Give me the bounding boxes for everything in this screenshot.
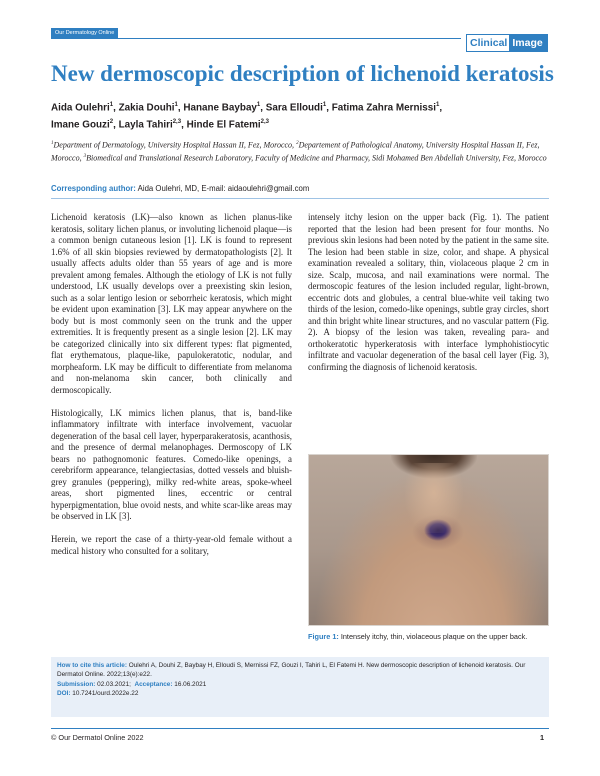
- body-paragraph: Herein, we report the case of a thirty-year-old female without a medical history who consulted for a solitary,: [51, 534, 292, 556]
- affil-sup: 3: [83, 154, 87, 160]
- author-list: [51, 98, 551, 133]
- author-name: Layla Tahiri: [118, 119, 173, 131]
- author-name: Fatima Zahra Mernissi: [331, 102, 436, 114]
- badge-clinical: Clinical: [467, 35, 509, 51]
- caption-text: Intensely itchy, thin, violaceous plaque on the upper back.: [338, 632, 528, 641]
- acceptance-date: 16.06.2021: [172, 680, 207, 688]
- header-rule: [51, 38, 461, 39]
- author-sup: 1: [256, 102, 261, 108]
- author-name: Imane Gouzi: [51, 119, 110, 131]
- corresponding-label: Corresponding author:: [51, 184, 136, 193]
- acceptance-label: Acceptance:: [134, 680, 173, 688]
- affil-sup: 2: [296, 141, 299, 146]
- author-name: Hanane Baybay: [183, 102, 257, 114]
- corresponding-text: Aida Oulehri, MD, E-mail: aidaoulehri@gmail.com: [135, 184, 310, 193]
- section-divider: [51, 198, 549, 199]
- body-paragraph: Histologically, LK mimics lichen planus, that is, band-like inflammatory infiltrate with interface involvement, vacuolar degeneration of the basal cell layer, hyperparakeratosis, acanthosis, and the presence of dermal melanophages. Dermoscopy of LK bears no pathognomonic features. Comedo-like openings, a cerebriform appearance, telangiectasias, dotted vessels and bluish-grey granules (peppering), milky red-white areas, spoke-wheel areas, short pigmented lines, eccentric or central hyperpigmentation, blue ovoid nests, and white scar-like areas may be observed in LK [3].: [51, 407, 292, 521]
- page-number: 1: [540, 733, 545, 742]
- doi-link[interactable]: 10.7241/ourd.2022e.22: [70, 689, 139, 697]
- submission-dates: [57, 680, 543, 689]
- author-sup: 2: [109, 119, 114, 126]
- body-column-right: [308, 212, 549, 385]
- author-sup: 1: [322, 102, 327, 108]
- badge-image: Image: [509, 35, 546, 51]
- clinical-photo-figure: [308, 454, 549, 626]
- figure-caption: [308, 632, 553, 642]
- affil-text: Biomedical and Translational Research Laboratory, Faculty of Medicine and Pharmacy, Sidi Mohamed Ben Abdellah University, Fez, Morocco: [86, 153, 547, 163]
- author-name: Sara Elloudi: [265, 102, 323, 114]
- author-sup: 1: [174, 102, 178, 108]
- doi: [57, 689, 543, 698]
- caption-label: Figure 1:: [308, 632, 339, 641]
- author-name: Zakia Douhi: [118, 102, 175, 114]
- affil-sup: 1: [51, 141, 54, 146]
- author-name: Aida Oulehri: [51, 102, 110, 114]
- author-sup: 1: [109, 102, 114, 108]
- affil-text: Department of Dermatology, University Hospital Hassan II, Fez, Morocco,: [53, 140, 297, 150]
- author-name: Hinde El Fatemi: [186, 119, 261, 131]
- footer-copyright: © Our Dermatol Online 2022: [51, 733, 144, 742]
- author-sup: 2,3: [260, 119, 269, 126]
- body-column-left: [51, 212, 292, 569]
- journal-tag: Our Dermatology Online: [51, 28, 118, 38]
- corresponding-author: [51, 184, 551, 194]
- photo-neck: [405, 463, 463, 533]
- body-paragraph: Lichenoid keratosis (LK)—also known as lichen planus-like keratosis, solitary lichen planus, or involuting lichenoid plaque—is a common benign cutaneous lesion [1]. LK is found to represent 1.6% of all skin biopsies reviewed by dermatopathologists [2]. It usually affects adults older than 55 years of age and is more prevalent among females. Although the etiology of LK is not fully understood, LK usually develops over a preexisting skin lesion, such as a solar lentigo lesion or seborrheic keratosis, which might be evident upon examination [3]. LK may appear anywhere on the body but is most commonly seen on the trunk and the upper extremities. It is frequently present as a single lesion [2]. LK may be categorized clinically into six different types: flat pigmented, flat erythematous, plaque-like, papulokeratotic, nodular, and morpheaform. LK may be difficult to differentiate from melanoma and non-melanoma skin cancer, both clinically and dermoscopically.: [51, 212, 292, 395]
- body-paragraph: intensely itchy lesion on the upper back (Fig. 1). The patient reported that the lesion had been present for four months. No previous skin lesions had been noted by the patient in the same site. The lesion had been stable in size, color, and shape. A physical examination revealed a solitary, thin, violaceous plaque 2 cm in size. Scalp, mucosa, and nail examinations were normal. The dermoscopic features of the lesion included regular, light-brown, eccentric dots and globules, a central blue-white veil taking two thirds of the lesion, comedo-like openings, subtle gray circles, short and thin bright white linear structures, and no vascular pattern (Fig. 2). A biopsy of the lesion was taken, revealing para- and orthokeratotic hyperkeratosis with interface lymphohistiocytic infiltrate and vacuolar degeneration of the basal cell layer (Fig. 3), confirming the diagnosis of lichenoid keratosis.: [308, 212, 549, 372]
- citation-box: [51, 657, 549, 717]
- footer-rule: [51, 728, 549, 729]
- article-title: New dermoscopic description of lichenoid keratosis: [51, 61, 554, 86]
- author-sup: 2,3: [172, 119, 182, 126]
- author-line-1: Aida Oulehri$^1$, Zakia Douhi$^1$, Hanane Baybay$^1$, Sara Elloudi$^1$, Fatima Zahra Mernissi$^1$,: [51, 102, 443, 114]
- affil-text: Departement of Pathological Anatomy, University Hospital Hassan II, Fez, Morocco,: [51, 140, 540, 163]
- how-to-cite-label: How to cite this article:: [57, 662, 127, 669]
- affiliations: [51, 138, 551, 164]
- how-to-cite-text: Oulehri A, Douhi Z, Baybay H, Elloudi S, Mernissi FZ, Gouzi I, Tahiri L, El Fatemi H. New dermoscopic description of lichenoid keratosis. Our Dermatol Online. 2022;13(e):e22.: [57, 662, 526, 679]
- submission-label: Submission:: [57, 680, 96, 688]
- clinical-image-badge: [466, 34, 548, 52]
- author-line-2: Imane Gouzi$^2$, Layla Tahiri$^{2,3}$, Hinde El Fatemi$^{2,3}$: [51, 119, 269, 131]
- how-to-cite: [57, 661, 543, 680]
- author-sup: 1: [435, 102, 440, 108]
- submission-date: 02.03.2021;: [95, 680, 131, 688]
- doi-label: DOI:: [57, 689, 71, 697]
